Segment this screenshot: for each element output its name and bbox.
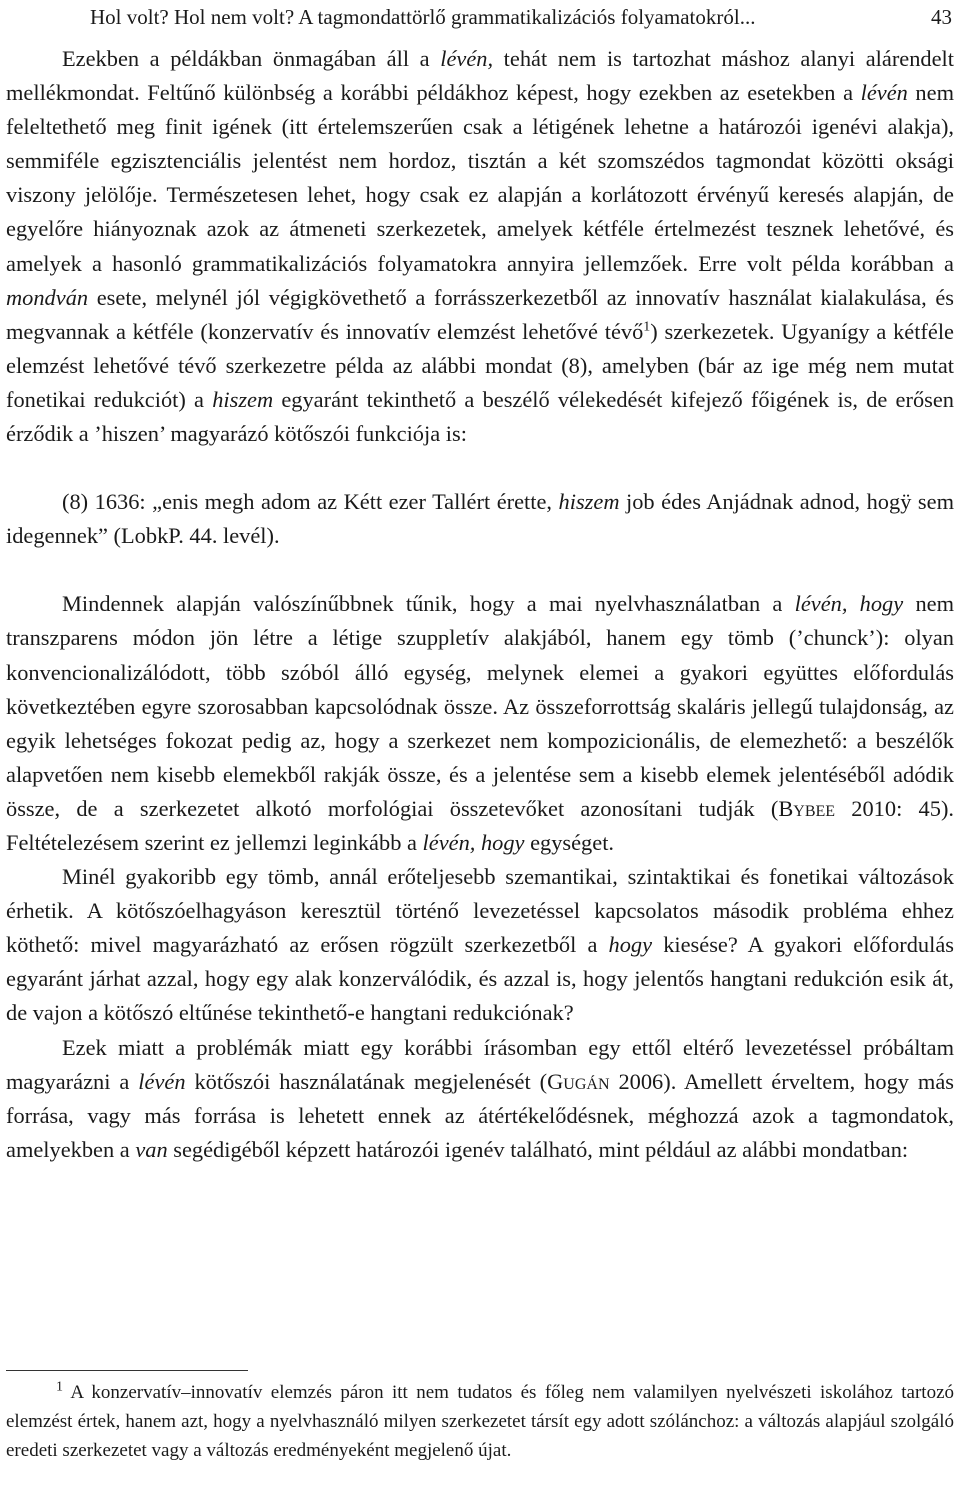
text-run: 2006). Amellett érveltem, hogy más forrása, vagy más forrása is lehetett ennek az átértékelődésnek, méghozzá azok a tagmondatok, amelyekben a [6,1068,954,1162]
cited-author: Gugán [547,1068,610,1094]
italic-term: hogy [608,932,653,958]
running-title: Hol volt? Hol nem volt? A tagmondattörlő grammatikalizációs folyamatokról... [90,5,756,29]
footnote-divider [6,1370,248,1371]
text-run: Ezek miatt a problémák miatt egy korábbi írásomban egy ettől eltérő levezetéssel próbáltam magyarázni a [6,1034,954,1094]
text-run: esete, melynél jól végigkövethető a forrásszerkezetből az innovatív használat kialakulása, és megvannak a kétféle (konzervatív és innovatív elemzést lehetővé tévő [6,284,954,344]
text-run: segédigéből képzett határozói igenév található, mint például az alábbi mondatban: [167,1136,909,1162]
cited-author: Bybee [778,795,836,821]
footnote-reference[interactable]: 1 [643,319,651,335]
text-run: Mindennek alapján valószínűbbnek tűnik, hogy a mai nyelvhasználatban a [62,591,795,617]
italic-term: mondván [6,284,89,310]
text-run: egyaránt tekinthető a beszélő vélekedését kifejező főigének is, de erősen érződik a ’hiszen’ magyarázó kötőszói funkciója is: [6,386,954,447]
text-run: egységet. [524,829,615,855]
italic-term: lévén, hogy [794,591,904,617]
italic-term: lévén [860,80,908,106]
footnote-marker: 1 [56,1379,63,1395]
text-run: job édes Anjádnak adnod, hogÿ sem idegennek” (LobkP. 44. levél). [6,489,954,549]
italic-term: van [135,1136,168,1162]
text-run: tehát nem is tartozhat máshoz alanyi alárendelt mellékmondat. Feltűnő különbség a korábbi példákhoz képest, hogy ezekben az esetekben a [6,46,955,106]
text-run: kiesése? A gyakori előfordulás egyaránt járhat azzal, hogy egy alak konzerválódik, és azzal is, hogy jelentős hangtani redukción esik át, de vajon a kötőszó eltűnése tekinthető-e hangtani redukciónak? [6,932,954,1026]
page-number: 43 [931,5,952,29]
italic-term: lévén, hogy [422,829,525,855]
paragraph-4 [6,1031,954,1167]
paragraph-1 [6,42,954,451]
text-run: kötőszói használatának megjelenését ( [185,1068,548,1094]
footnote-1 [6,1378,954,1465]
text-run: A konzervatív–innovatív elemzés páron itt nem tudatos és főleg nem valamilyen nyelvészeti iskolához tartozó elemzést értek, hanem azt, hogy a nyelvhasználó milyen szerkezetet társít egy adott szólánchoz: a változás alapjául szolgáló eredeti szerkezetet vagy a változás eredményeként megjelenő újat. [6,1382,954,1461]
paragraph-3 [6,860,954,1030]
example-8 [6,485,954,553]
italic-term: lévén [138,1068,186,1094]
italic-term: lévén, [440,46,494,71]
running-header [62,0,952,36]
text-run: Minél gyakoribb egy tömb, annál erőteljesebb szemantikai, szintaktikai és fonetikai változások érhetik. A kötőszóelhagyáson keresztül történő levezetéssel kapcsolatos második probléma ehhez köthető: mivel magyarázható az erősen rögzült szerkezetből a [6,864,954,958]
text-run: Ezekben a példákban önmagában áll a [62,46,441,71]
text-run: (8) 1636: „enis megh adom az Kétt ezer Tallért érette, [62,489,559,515]
body-text [6,42,954,1167]
text-run: ) szerkezetek. Ugyanígy a kétféle elemzést lehetővé tévő szerkezetre példa az alábbi mondat (8), amelyben (bár az ige még nem mutat fonetikai redukciót) a [6,318,954,412]
italic-term: hiszem [558,489,620,515]
footnote-text [6,1378,954,1465]
text-run: nem feleltethető meg finit igének (itt értelemszerűen csak a létigének lehetne a határozói igenévi alakja), semmiféle egzisztenciális jelentést nem hordoz, tisztán a két szomszédos tagmondat közötti oksági viszony jelölője. Természetesen lehet, hogy csak ez alapján a korlátozott érvényű keresés alapján, de egyelőre hiányoznak azok az átmeneti szerkezetek, amelyek kétféle értelmezést tesznek lehetővé, és amelyek a hasonló grammatikalizációs folyamatokra annyira jellemzőek. Erre volt példa korábban a [6,80,954,276]
text-run: 2010: 45). Feltételezésem szerint ez jellemzi leginkább a [6,795,954,855]
text-run: nem transzparens módon jön létre a létige szuppletív alakjából, hanem egy tömb (’chunck’): olyan konvencionalizálódott, több szóból álló egység, melynek elemei a gyakori együttes előfordulás következtében egyre szorosabban kapcsolódnak össze. Az összeforrottság skaláris jellegű tulajdonság, az egyik lehetséges fokozat pedig az, hogy a szerkezet nem kompozicionális, de elemezhető: a beszélők alapvetően nem kisebb elemekből rakják össze, és a jelentése sem a kisebb elemek jelentéséből adódik össze, de a szerkezetet alkotó morfológiai összetevőket azonosítani tudják ( [6,591,954,821]
paragraph-2 [6,587,954,860]
italic-term: hiszem [212,386,274,412]
